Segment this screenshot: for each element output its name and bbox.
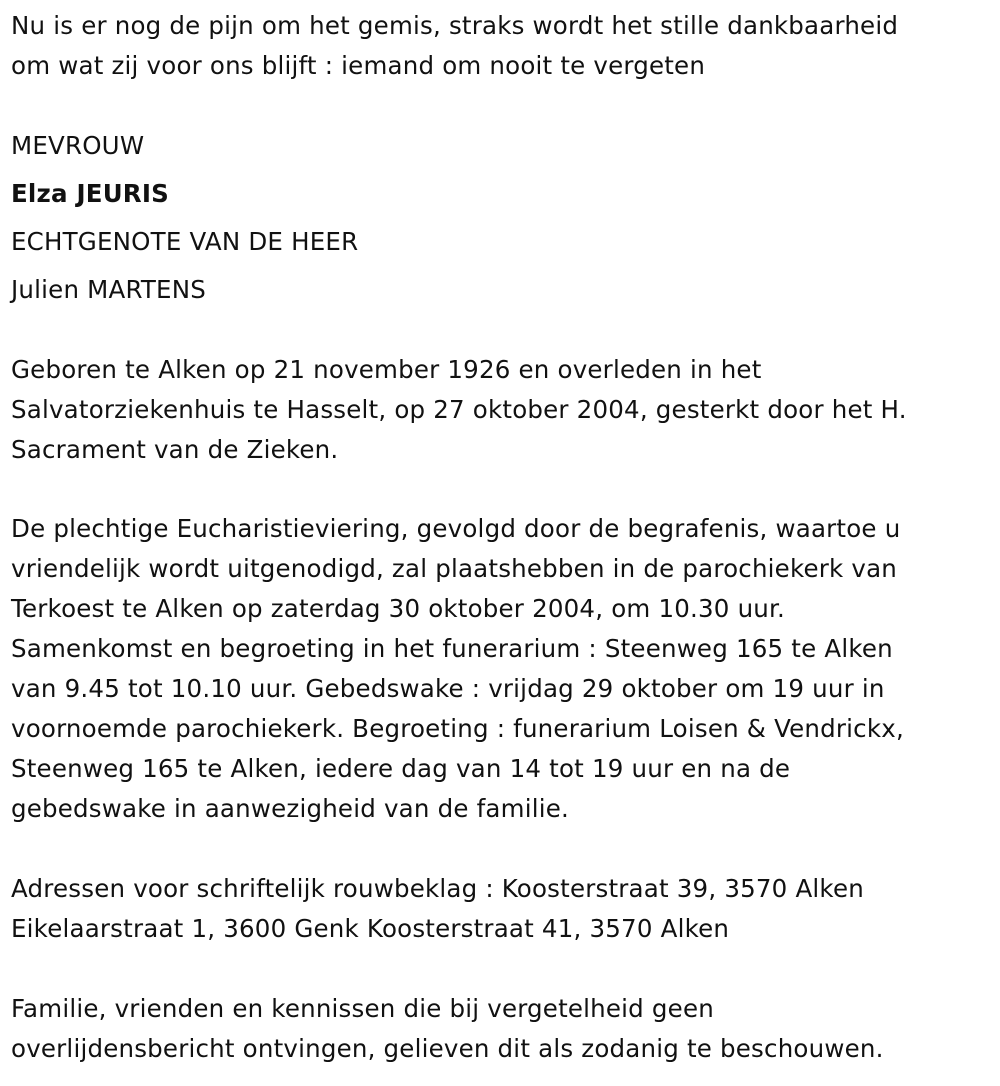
deceased-name: Elza JEURIS [11,179,170,208]
birth-death-paragraph [11,350,990,470]
paragraph-line: Adressen voor schriftelijk rouwbeklag : Koosterstraat 39, 3570 Alken [11,874,864,903]
salutation: MEVROUW [11,131,145,160]
paragraph-line: Familie, vrienden en kennissen die bij vergetelheid geen [11,994,714,1023]
closing-paragraph [11,989,990,1069]
paragraph-line: Terkoest te Alken op zaterdag 30 oktober 2004, om 10.30 uur. [11,594,786,623]
spouse-name: Julien MARTENS [11,275,207,304]
relation-label: ECHTGENOTE VAN DE HEER [11,227,359,256]
paragraph-line: gebedswake in aanwezigheid van de familie. [11,794,569,823]
motto-paragraph [11,6,990,86]
paragraph-line: Steenweg 165 te Alken, iedere dag van 14 tot 19 uur en na de [11,754,791,783]
paragraph-line: van 9.45 tot 10.10 uur. Gebedswake : vrijdag 29 oktober om 19 uur in [11,674,885,703]
paragraph-line: Samenkomst en begroeting in het funerarium : Steenweg 165 te Alken [11,634,893,663]
paragraph-line: Salvatorziekenhuis te Hasselt, op 27 oktober 2004, gesterkt door het H. [11,395,907,424]
paragraph-line: De plechtige Eucharistieviering, gevolgd door de begrafenis, waartoe u [11,514,901,543]
deceased-block [11,122,990,314]
paragraph-line: Sacrament van de Zieken. [11,435,339,464]
addresses-paragraph [11,869,990,949]
paragraph-line: Eikelaarstraat 1, 3600 Genk Koosterstraat 41, 3570 Alken [11,914,730,943]
motto-line: Nu is er nog de pijn om het gemis, straks wordt het stille dankbaarheid [11,11,899,40]
paragraph-line: voornoemde parochiekerk. Begroeting : funerarium Loisen & Vendrickx, [11,714,904,743]
paragraph-line: overlijdensbericht ontvingen, gelieven dit als zodanig te beschouwen. [11,1034,884,1063]
motto-line: om wat zij voor ons blijft : iemand om nooit te vergeten [11,51,706,80]
paragraph-line: vriendelijk wordt uitgenodigd, zal plaatshebben in de parochiekerk van [11,554,898,583]
ceremony-paragraph [11,509,990,829]
paragraph-line: Geboren te Alken op 21 november 1926 en overleden in het [11,355,762,384]
